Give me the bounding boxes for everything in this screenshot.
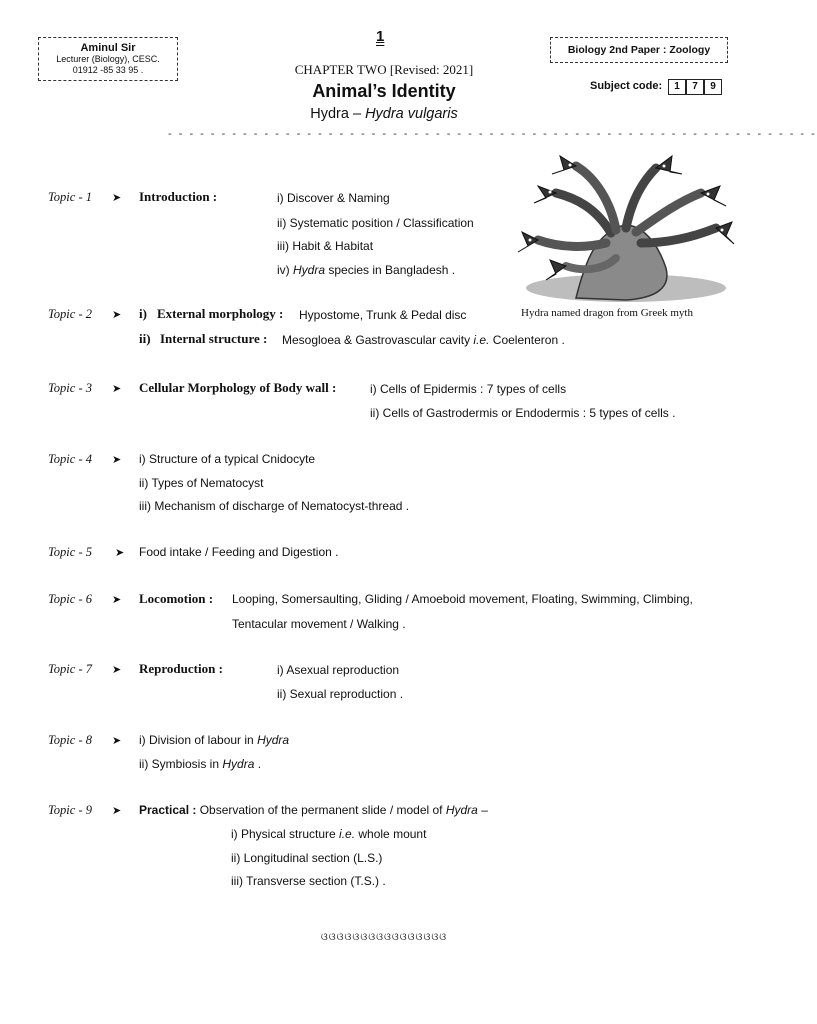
arrow-icon: ➤	[112, 309, 122, 321]
arrow-icon: ➤	[112, 454, 122, 466]
image-caption: Hydra named dragon from Greek myth	[521, 307, 693, 319]
topic-9-intro-text: Observation of the permanent slide / model of	[196, 803, 446, 817]
topic-9-heading: Practical :	[139, 803, 197, 817]
topic-8-item2-italic: Hydra	[222, 757, 255, 771]
topic-4-item: ii) Types of Nematocyst	[139, 476, 264, 490]
subtitle-prefix: Hydra –	[310, 106, 366, 122]
page-subtitle	[0, 106, 768, 122]
topic-2-label: Topic - 2	[48, 307, 92, 321]
topic-6-line2: Tentacular movement / Walking .	[232, 617, 406, 631]
topic-8-item2-rest: .	[254, 757, 262, 771]
arrow-icon: ➤	[112, 664, 122, 676]
topic-5-text: Food intake / Feeding and Digestion .	[139, 545, 339, 559]
divider-line: - - - - - - - - - - - - - - - - - - - - - - - - - - - - - - - - - - - - - - - - - - - - - - - - - - - - - - - - - - - - -	[168, 128, 817, 140]
topic-6-heading: Locomotion :	[139, 591, 214, 606]
author-title: Lecturer (Biology), CESC.	[56, 54, 160, 64]
topic-3-label: Topic - 3	[48, 381, 92, 395]
topic-1-item4-prefix: iv)	[277, 263, 293, 277]
topic-8-item1-italic: Hydra	[257, 733, 290, 747]
chapter-heading: CHAPTER TWO [Revised: 2021]	[294, 62, 474, 77]
subject-code-digit: 9	[704, 79, 722, 95]
topic-9-label: Topic - 9	[48, 803, 92, 817]
hydra-dragon-illustration	[516, 148, 736, 306]
topic-5-label: Topic - 5	[48, 545, 92, 559]
subtitle-scientific-name: Hydra vulgaris	[365, 106, 458, 122]
topic-4-item: iii) Mechanism of discharge of Nematocyst-thread .	[139, 499, 410, 513]
topic-9-intro-italic: Hydra	[445, 803, 478, 817]
arrow-icon: ➤	[112, 383, 122, 395]
topic-1-item4-italic: Hydra	[293, 263, 326, 277]
topic-3-heading: Cellular Morphology of Body wall :	[139, 380, 337, 395]
topic-9-item1-ie: i.e.	[339, 827, 356, 841]
topic-8-label: Topic - 8	[48, 733, 92, 747]
topic-9-item: iii) Transverse section (T.S.) .	[231, 874, 386, 888]
topic-1-item4-rest: species in Bangladesh .	[325, 263, 456, 277]
topic-3-item: ii) Cells of Gastrodermis or Endodermis : 5 types of cells .	[370, 406, 676, 420]
topic-2-sub1-heading: External morphology :	[157, 306, 284, 321]
topic-7-item: ii) Sexual reproduction .	[277, 687, 404, 701]
topic-9-item	[231, 827, 426, 841]
author-name: Aminul Sir	[80, 42, 136, 54]
arrow-icon: ➤	[112, 805, 122, 817]
arrow-icon: ➤	[112, 594, 122, 606]
footer-ornament: ଓଓଓଓଓଓଓଓଓଓଓଓଓଓଓଓ	[320, 932, 448, 943]
topic-1-item: ii) Systematic position / Classification	[277, 216, 474, 230]
topic-8-item	[139, 757, 261, 771]
topic-1-label: Topic - 1	[48, 190, 92, 204]
topic-3-item: i) Cells of Epidermis : 7 types of cells	[370, 382, 567, 396]
topic-7-item: i) Asexual reproduction	[277, 663, 400, 677]
topic-6-line1: Looping, Somersaulting, Gliding / Amoeboid movement, Floating, Swimming, Climbing,	[232, 592, 693, 606]
topic-8-item2-text: ii) Symbiosis in	[139, 757, 223, 771]
topic-7-label: Topic - 7	[48, 662, 92, 676]
topic-2-sub2-ie: i.e.	[473, 333, 490, 347]
arrow-icon: ➤	[112, 192, 122, 204]
subject-code-digit: 1	[668, 79, 686, 95]
topic-1-heading: Introduction :	[139, 189, 218, 204]
topic-2-sub2-heading: Internal structure :	[160, 331, 268, 346]
topic-9-intro-rest: –	[477, 803, 488, 817]
topic-9-item1-b: whole mount	[355, 827, 427, 841]
topic-2-sub2-text-b: Coelenteron .	[489, 333, 565, 347]
topic-2-sub1-num: i)	[139, 306, 147, 321]
arrow-icon: ➤	[112, 735, 122, 747]
topic-9-item1-a: i) Physical structure	[231, 827, 340, 841]
topic-2-sub2-text	[282, 333, 565, 347]
topic-7-heading: Reproduction :	[139, 661, 223, 676]
arrow-icon: ➤	[115, 547, 125, 559]
topic-4-label: Topic - 4	[48, 452, 92, 466]
subject-code-label: Subject code:	[590, 80, 663, 92]
paper-label: Biology 2nd Paper : Zoology	[550, 37, 728, 63]
topic-1-item: i) Discover & Naming	[277, 191, 390, 205]
topic-9-item: ii) Longitudinal section (L.S.)	[231, 851, 383, 865]
topic-2-sub2-num: ii)	[139, 331, 151, 346]
page-number: 1	[376, 28, 385, 45]
topic-2-sub1-text: Hypostome, Trunk & Pedal disc	[299, 308, 467, 322]
topic-1-item	[277, 263, 455, 277]
topic-1-item: iii) Habit & Habitat	[277, 239, 374, 253]
topic-8-item	[139, 733, 289, 747]
topic-6-label: Topic - 6	[48, 592, 92, 606]
author-phone: 01912 -85 33 95 .	[72, 65, 144, 75]
topic-9-intro	[139, 803, 488, 817]
topic-2-sub2-text-a: Mesogloea & Gastrovascular cavity	[282, 333, 474, 347]
page-title: Animal’s Identity	[312, 81, 456, 101]
subject-code-digit: 7	[686, 79, 704, 95]
topic-4-item: i) Structure of a typical Cnidocyte	[139, 452, 316, 466]
topic-8-item1-text: i) Division of labour in	[139, 733, 258, 747]
